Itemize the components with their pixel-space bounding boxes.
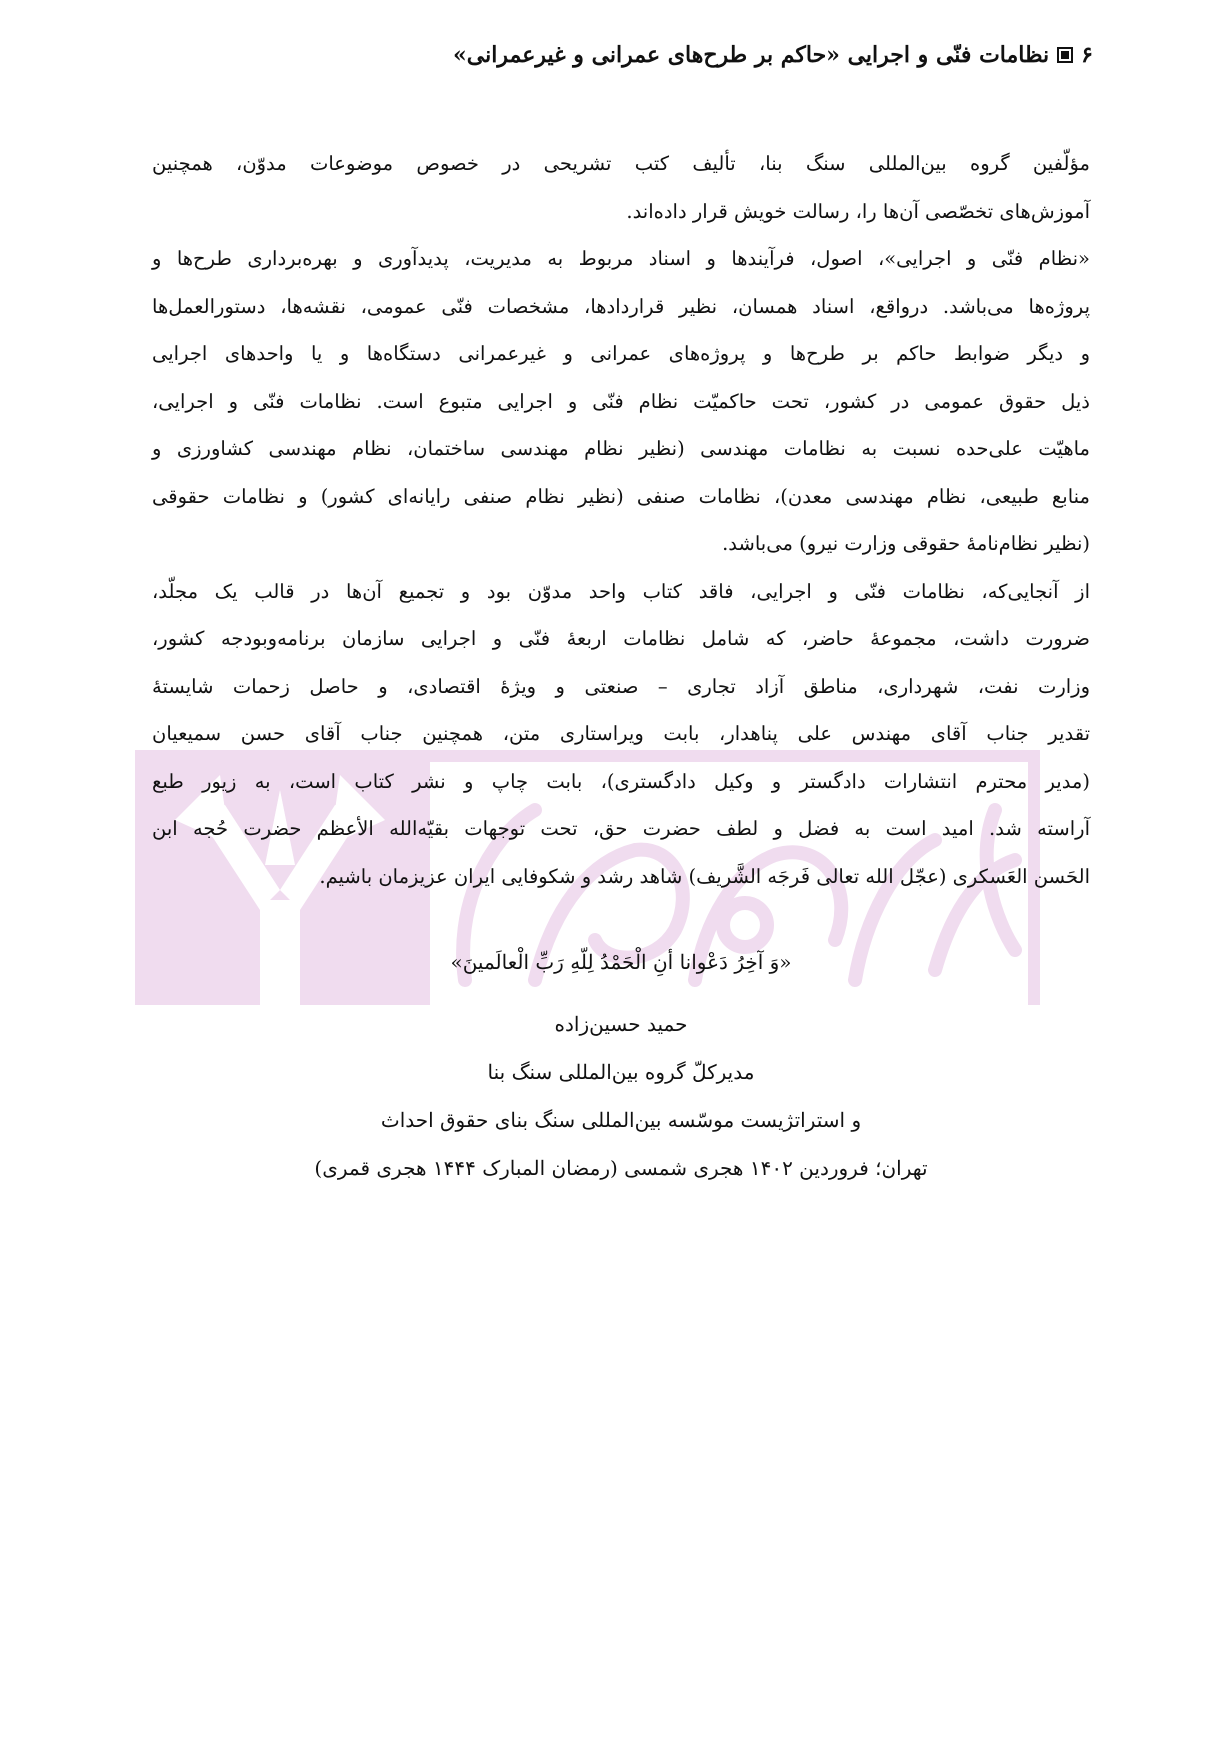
signature-block	[152, 1000, 1090, 1192]
author-title-1: مدیرکلّ گروه بین‌المللی سنگ بنا	[487, 1060, 755, 1084]
text-line: مؤلّفین گروه بین‌المللی سنگ بنا، تألیف کتب تشریحی در خصوص موضوعات مدوّن، همچنین	[152, 152, 1090, 175]
square-box-icon	[1057, 47, 1073, 63]
text-line: الحَسن العَسکری (عجّل الله تعالی فَرجَه الشَّریف) شاهد رشد و شکوفایی ایران عزیزمان باشیم.	[319, 864, 1090, 888]
author-title-2: و استراتژیست موسّسه بین‌المللی سنگ بنای حقوق احداث	[380, 1108, 862, 1132]
closing-verse-block	[152, 950, 1090, 974]
text-line: ماهیّت علی‌حده نسبت به نظامات مهندسی (نظیر نظام مهندسی ساختمان، نظام مهندسی کشاورزی و	[152, 437, 1090, 460]
text-line: آموزش‌های تخصّصی آن‌ها را، رسالت خویش قرار داده‌اند.	[626, 199, 1090, 223]
text-line: (نظیر نظام‌نامهٔ حقوقی وزارت نیرو) می‌باشد.	[722, 532, 1090, 555]
author-name: حمید حسین‌زاده	[554, 1012, 688, 1036]
text-line: وزارت نفت، شهرداری، مناطق آزاد تجاری – صنعتی و ویژهٔ اقتصادی، و حاصل زحمات شایستهٔ	[152, 674, 1090, 698]
text-line: از آنجایی‌که، نظامات فنّی و اجرایی، فاقد کتاب واحد مدوّن بود و تجمیع آن‌ها در قالب یک مجلّد،	[152, 579, 1090, 603]
text-line: آراسته شد. امید است به فضل و لطف حضرت حق، تحت توجهات بقیّه‌الله الأعظم حضرت حُجه ابن	[152, 817, 1090, 840]
text-line: و دیگر ضوابط حاکم بر طرح‌ها و پروژه‌های عمرانی و غیرعمرانی دستگاه‌ها و یا واحدهای اجرایی	[152, 342, 1090, 365]
closing-verse: «وَ آخِرُ دَعْوانا أنِ الْحَمْدُ لِلّهِ رَبِّ الْعالَمینَ»	[450, 950, 792, 974]
text-line: ضرورت داشت، مجموعهٔ حاضر، که شامل نظامات اربعهٔ فنّی و اجرایی سازمان برنامه‌وبودجه کشور،	[152, 627, 1090, 650]
paragraph-1	[152, 140, 1090, 235]
body-text	[152, 140, 1090, 900]
text-line: پروژه‌ها می‌باشد. درواقع، اسناد همسان، نظیر قراردادها، مشخصات فنّی عمومی، نقشه‌ها، دستورالعمل‌ها	[152, 294, 1090, 318]
paragraph-3	[152, 568, 1090, 901]
text-line: منابع طبیعی، نظام مهندسی معدن)، نظامات صنفی (نظیر نظام صنفی رایانه‌ای کشور) و نظامات حقوقی	[152, 484, 1090, 508]
text-line: (مدیر محترم انتشارات دادگستر و وکیل دادگستری)، بابت چاپ و نشر کتاب است، به زیور طبع	[152, 769, 1090, 793]
text-line: تقدیر جناب آقای مهندس علی پناهدار، بابت ویراستاری متن، همچنین جناب آقای حسن سمیعیان	[152, 722, 1090, 745]
place-date: تهران؛ فروردین ۱۴۰۲ هجری شمسی (رمضان المبارک ۱۴۴۴ هجری قمری)	[314, 1156, 928, 1180]
running-header	[453, 42, 1093, 68]
text-line: «نظام فنّی و اجرایی»، اصول، فرآیندها و اسناد مربوط به مدیریت، پدیدآوری و بهره‌برداری طرح‌ها و	[152, 247, 1090, 270]
page-number: ۶	[1081, 42, 1093, 68]
paragraph-2	[152, 235, 1090, 568]
running-title: نظامات فنّی و اجرایی «حاکم بر طرح‌های عمرانی و غیرعمرانی»	[453, 42, 1050, 68]
text-line: ذیل حقوق عمومی در کشور، تحت حاکمیّت نظام فنّی و اجرایی متبوع است. نظامات فنّی و اجرایی،	[152, 389, 1090, 413]
